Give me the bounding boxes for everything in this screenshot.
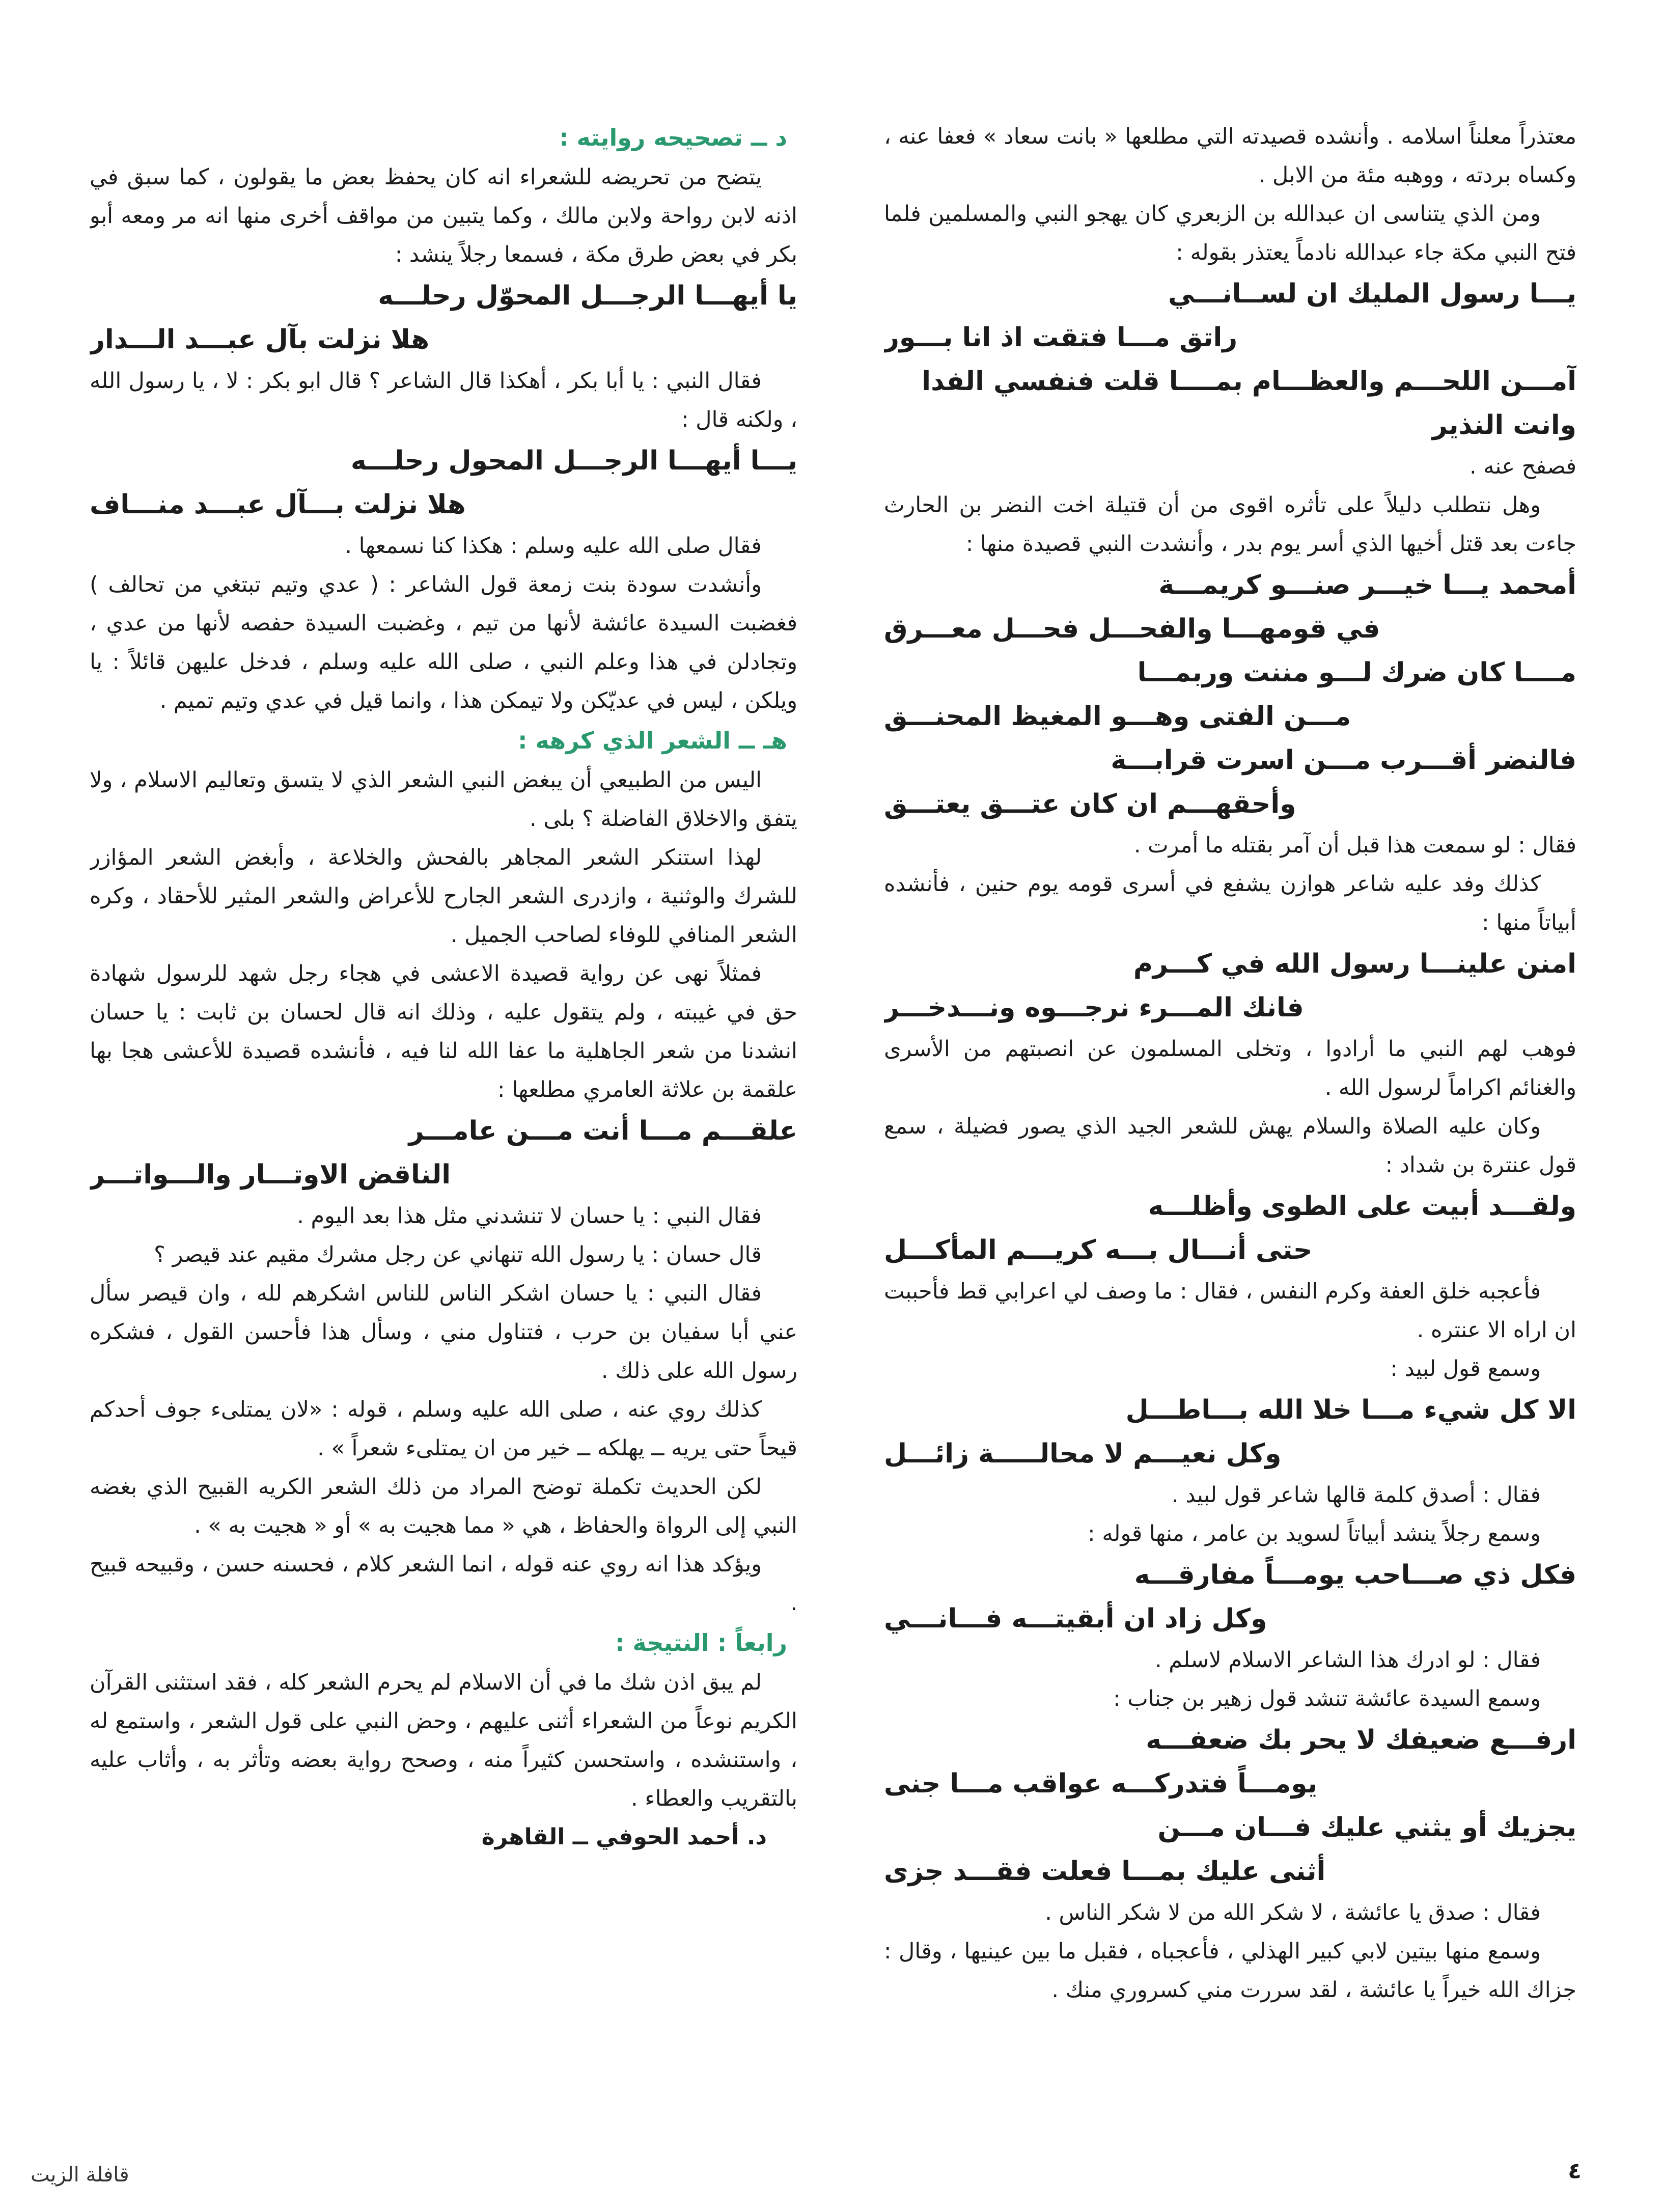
verse-line: أمحمد يـــا خيـــر صنـــو كريمـــة	[1158, 570, 1576, 600]
section-heading: رابعاً : النتيجة :	[615, 1629, 787, 1656]
paragraph: يتضح من تحريضه للشعراء انه كان يحفظ بعض ما يقولون ، كما سبق في اذنه لابن رواحة ولابن مالك ، وكما يتبين من مواقف أخرى منها انه مر ومعه أبو بكر في بعض طرق مكة ، فسمعا رجلاً ينشد :	[90, 164, 797, 267]
paragraph: فقال : لو ادرك هذا الشاعر الاسلام لاسلم .	[1154, 1647, 1541, 1673]
paragraph: فقال النبي : يا حسان لا تنشدني مثل هذا بعد اليوم .	[297, 1203, 762, 1229]
paragraph: فقال : أصدق كلمة قالها شاعر قول لبيد .	[1172, 1482, 1541, 1508]
paragraph: فمثلاً نهى عن رواية قصيدة الاعشى في هجاء رجل شهد للرسول شهادة حق في غيبته ، ولم يتقول عليه ، وذلك انه قال لحسان بن ثابت : يا حسان انشدنا من شعر الجاهلية ما عفا الله لنا فيه ، فأنشده قصيدة للأعشى هجا بها علقمة بن علاثة العامري مطلعها :	[90, 961, 797, 1102]
left-column	[90, 117, 797, 2120]
paragraph: كذلك روي عنه ، صلى الله عليه وسلم ، قوله : «لان يمتلىء جوف أحدكم قيحاً حتى يريه ــ يهلكه ــ خير من ان يمتلىء شعراً » .	[90, 1397, 797, 1461]
verse-line: آمـــن اللحـــم والعظـــام بمــــا قلت فنفسي الفدا وانت النذير	[922, 366, 1576, 440]
paragraph: معتذراً معلناً اسلامه . وأنشده قصيدته التي مطلعها « بانت سعاد » فعفا عنه ، وكساه بردته ، ووهبه مئة من الابل .	[884, 124, 1576, 188]
paragraph: وسمع رجلاً ينشد أبياتاً لسويد بن عامر ، منها قوله :	[1088, 1521, 1541, 1546]
paragraph: كذلك وفد عليه شاعر هوازن يشفع في أسرى قومه يوم حنين ، فأنشده أبياتاً منها :	[884, 871, 1576, 935]
verse-line: حتى أنـــال بـــه كريـــم المأكـــل	[884, 1235, 1313, 1265]
page-number: ٤	[1568, 2158, 1582, 2184]
paragraph: فوهب لهم النبي ما أرادوا ، وتخلى المسلمون عن انصبتهم من الأسرى والغنائم اكراماً لرسول الله .	[884, 1036, 1576, 1100]
verse-line: يا أيهـــا الرجـــل المحوّل رحلـــه	[378, 281, 797, 311]
paragraph: فقال النبي : يا حسان اشكر الناس للناس اشكرهم لله ، وان قيصر سأل عني أبا سفيان بن حرب ، فتناول مني ، وسأل هذا فأحسن القول ، فشكره رسول الله على ذلك .	[90, 1281, 797, 1384]
paragraph: وسمع قول لبيد :	[1390, 1356, 1541, 1381]
verse-line: راتق مـــا فتقت اذ انا بـــور	[884, 322, 1238, 353]
paragraph: فأعجبه خلق العفة وكرم النفس ، فقال : ما وصف لي اعرابي قط فأحببت ان اراه الا عنتره .	[884, 1279, 1576, 1343]
verse-line: هلا نزلت بـــآل عبـــد منـــاف	[90, 489, 466, 520]
section-heading: هـ ــ الشعر الذي كرهه :	[518, 727, 787, 754]
paragraph: فصفح عنه .	[1469, 454, 1576, 479]
paragraph: وأنشدت سودة بنت زمعة قول الشاعر : ( عدي وتيم تبتغي من تحالف ) فغضبت السيدة عائشة لأنها من تيم ، وغضبت السيدة حفصه لأنها من عدي ، وتجادلن في هذا وعلم النبي ، صلى الله عليه وسلم ، فدخل عليهن قائلاً : يا ويلكن ، ليس في عديّكن ولا تيمكن هذا ، وانما قيل في عدي وتيم تميم .	[90, 572, 797, 713]
paragraph: ومن الذي يتناسى ان عبدالله بن الزبعري كان يهجو النبي والمسلمين فلما فتح النبي مكة جاء عبدالله نادماً يعتذر بقوله :	[884, 201, 1576, 265]
verse-line: مــــا كان ضرك لـــو مننت وربمـــا	[1137, 657, 1576, 688]
author-signature: د. أحمد الحوفي ــ القاهرة	[481, 1824, 767, 1850]
verse-line: يـــا أيهـــا الرجـــل المحول رحلـــه	[350, 446, 797, 476]
verse-line: أثنى عليك بمـــا فعلت فقـــد جزى	[884, 1856, 1326, 1887]
verse-line: ولقـــد أبيت على الطوى وأظلـــه	[1148, 1191, 1576, 1222]
section-heading: د ــ تصحيحه روايته :	[559, 124, 787, 151]
paragraph: فقال : لو سمعت هذا قبل أن آمر بقتله ما أمرت .	[1133, 833, 1576, 858]
verse-line: يومـــاً فتدركـــه عواقب مـــا جنى	[884, 1768, 1318, 1799]
paragraph: فقال صلى الله عليه وسلم : هكذا كنا نسمعها .	[345, 533, 762, 559]
verse-line: الا كل شيء مـــا خلا الله بـــاطـــل	[1125, 1395, 1576, 1425]
verse-line: فانك المـــرء نرجـــوه ونـــدخـــر	[884, 992, 1304, 1023]
paragraph: وسمع منها بيتين لابي كبير الهذلي ، فأعجباه ، فقبل ما بين عينيها ، وقال : جزاك الله خيراً يا عائشة ، لقد سررت مني كسروري منك .	[884, 1939, 1576, 2003]
verse-line: فالنضر أقـــرب مـــن اسرت قرابـــة	[1111, 745, 1576, 776]
verse-line: مـــن الفتى وهـــو المغيظ المحنـــق	[884, 701, 1351, 732]
paragraph: لم يبق اذن شك ما في أن الاسلام لم يحرم الشعر كله ، فقد استثنى القرآن الكريم نوعاً من الشعراء أثنى عليهم ، وحض النبي على قول الشعر ، واستمع له ، واستنشده ، واستحسن كثيراً منه ، وصحح رواية بعضه وتأثر به ، وأثاب عليه بالتقريب والعطاء .	[90, 1670, 797, 1811]
verse-line: يـــا رسول المليك ان لســانـــي	[1168, 279, 1576, 309]
paragraph: وهل نتطلب دليلاً على تأثره اقوى من أن قتيلة اخت النضر بن الحارث جاءت بعد قتل أخيها الذي أسر يوم بدر ، وأنشدت النبي قصيدة منها :	[884, 492, 1576, 557]
verse-line: علقـــم مـــا أنت مـــن عامـــر	[408, 1116, 797, 1146]
verse-line: وأحقهـــم ان كان عتـــق يعتـــق	[884, 789, 1296, 819]
verse-line: هلا نزلت بآل عبـــد الـــدار	[90, 324, 430, 355]
paragraph: ويؤكد هذا انه روي عنه قوله ، انما الشعر كلام ، فحسنه حسن ، وقبيحه قبيح .	[90, 1552, 797, 1616]
verse-line: وكل نعيـــم لا محالـــــة زائـــل	[884, 1439, 1282, 1469]
paragraph: فقال النبي : يا أبا بكر ، أهكذا قال الشاعر ؟ قال ابو بكر : لا ، يا رسول الله ، ولكنه قال :	[90, 368, 797, 432]
paragraph: لكن الحديث تكملة توضح المراد من ذلك الشعر الكريه القبيح الذي بغضه النبي إلى الرواة والحفاظ ، هي « مما هجيت به » أو « هجيت به » .	[90, 1474, 797, 1538]
paragraph: اليس من الطبيعي أن يبغض النبي الشعر الذي لا يتسق وتعاليم الاسلام ، ولا يتفق والاخلاق الفاضلة ؟ بلى .	[90, 767, 797, 832]
verse-line: امنن علينـــا رسول الله في كـــرم	[1133, 949, 1576, 979]
paragraph: فقال : صدق يا عائشة ، لا شكر الله من لا شكر الناس .	[1045, 1900, 1541, 1925]
magazine-title: قافلة الزيت	[31, 2163, 129, 2187]
paragraph: لهذا استنكر الشعر المجاهر بالفحش والخلاعة ، وأبغض الشعر المؤازر للشرك والوثنية ، وازدرى الشعر الجارح للأعراض والشعر المثير للأحقاد ، وكره الشعر المنافي للوفاء لصاحب الجميل .	[90, 845, 797, 948]
paragraph: قال حسان : يا رسول الله تنهاني عن رجل مشرك مقيم عند قيصر ؟	[154, 1242, 762, 1267]
right-column	[884, 117, 1576, 2120]
verse-line: وكل زاد ان أبقيتـــه فـــانـــي	[884, 1603, 1267, 1634]
verse-line: يجزيك أو يثني عليك فـــان مـــن	[1157, 1812, 1576, 1843]
paragraph: وكان عليه الصلاة والسلام يهش للشعر الجيد الذي يصور فضيلة ، سمع قول عنترة بن شداد :	[884, 1114, 1576, 1178]
verse-line: ارفـــع ضعيفك لا يحر بك ضعفـــه	[1146, 1725, 1576, 1755]
verse-line: فكل ذي صـــاحب يومـــاً مفارقـــه	[1134, 1560, 1576, 1590]
paragraph: وسمع السيدة عائشة تنشد قول زهير بن جناب :	[1113, 1686, 1541, 1711]
verse-line: الناقض الاوتـــار والـــواتـــر	[90, 1159, 451, 1190]
verse-line: في قومهـــا والفحـــل فحـــل معـــرق	[884, 614, 1380, 644]
